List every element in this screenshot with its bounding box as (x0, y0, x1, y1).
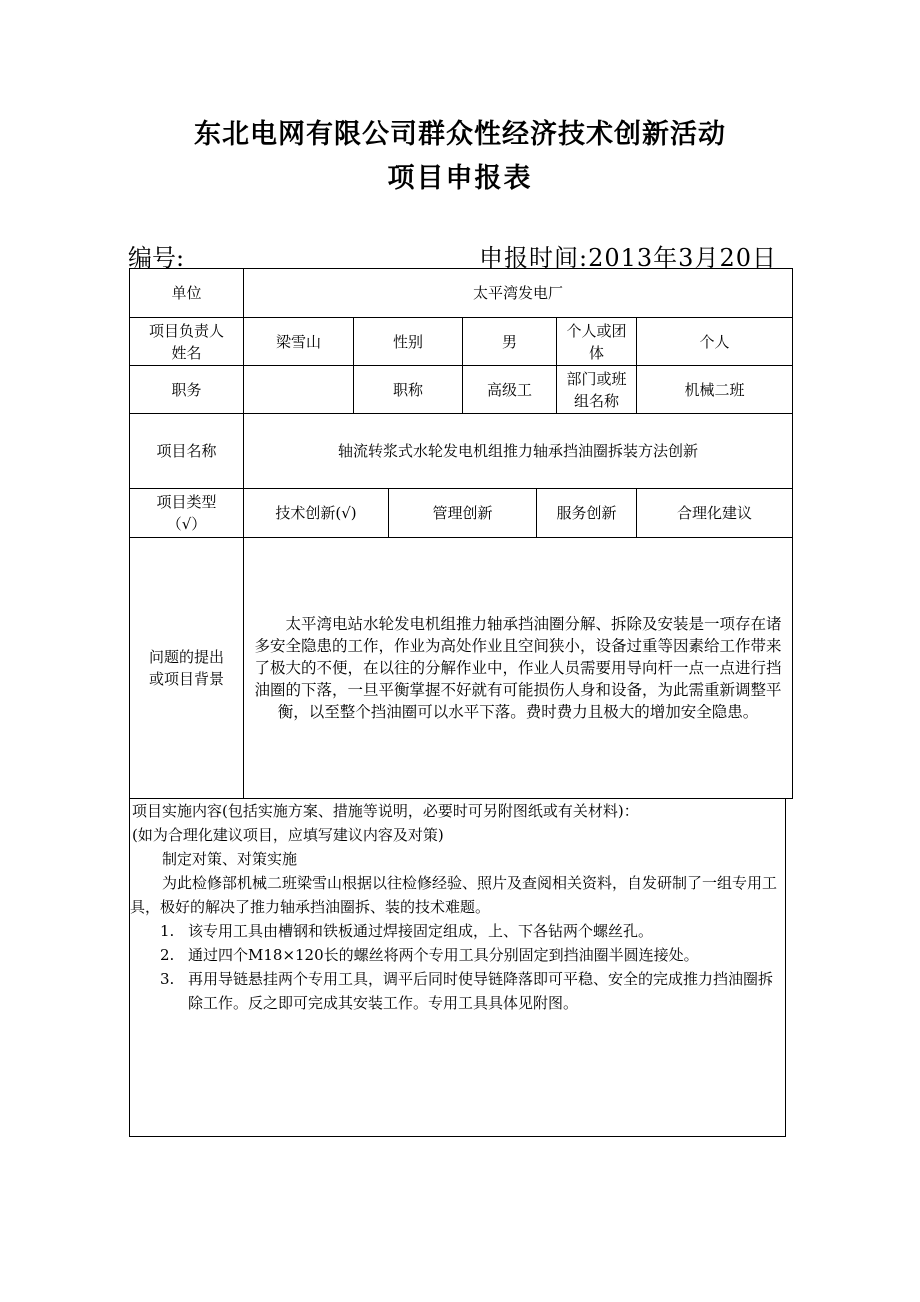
background-label-text: 问题的提出或项目背景 (148, 648, 224, 688)
row-position (130, 366, 793, 414)
leader-label (130, 318, 244, 366)
project-name-label: 项目名称 (130, 414, 244, 489)
team-label-text: 个人或团体 (566, 321, 627, 362)
title-label: 职称 (354, 366, 463, 414)
serial-number-label: 编号: (128, 244, 185, 272)
background-label (130, 538, 244, 799)
application-form-table (129, 268, 793, 799)
row-project-type (130, 489, 793, 538)
leader-value: 梁雪山 (244, 318, 354, 366)
step-text: 通过四个M18×120长的螺丝将两个专用工具分别固定到挡油圈半圆连接处。 (188, 946, 699, 964)
implementation-note: (如为合理化建议项目，应填写建议内容及对策) (132, 826, 444, 844)
team-label (557, 318, 637, 366)
position-label: 职务 (130, 366, 244, 414)
title-value: 高级工 (463, 366, 557, 414)
type-option-service: 服务创新 (537, 489, 637, 538)
step-item (130, 943, 785, 967)
step-number: 2. (160, 946, 175, 964)
dept-label-text: 部门或班组名称 (566, 369, 627, 410)
implementation-heading: 项目实施内容(包括实施方案、措施等说明，必要时可另附图纸或有关材料)： (132, 802, 639, 820)
background-text: 太平湾电站水轮发电机组推力轴承挡油圈分解、拆除及安装是一项存在诸多安全隐患的工作，作业为高处作业且空间狭小，设备过重等因素给工作带来了极大的不便，在以往的分解作业中，作业人员需要用导向杆一点一点进行挡油圈的下落，一旦平衡掌握不好就有可能损伤人身和设备，为此需重新调整平衡，以至整个挡油圈可以水平下落。费时费力且极大的增加安全隐患。 (244, 538, 793, 799)
step-number: 3. (160, 970, 175, 988)
implementation-section (129, 799, 786, 1137)
type-option-tech: 技术创新(√) (244, 489, 389, 538)
step-text: 再用导链悬挂两个专用工具，调平后同时使导链降落即可平稳、安全的完成推力挡油圈拆除工作。反之即可完成其安装工作。专用工具具体见附图。 (188, 970, 774, 1012)
row-unit (130, 269, 793, 318)
type-option-suggestion: 合理化建议 (637, 489, 793, 538)
apply-time: 申报时间:2013年3月20日 (479, 244, 777, 272)
document-title: 东北电网有限公司群众性经济技术创新活动 (194, 119, 726, 150)
document-subtitle: 项目申报表 (387, 163, 533, 194)
project-type-label (130, 489, 244, 538)
type-option-management: 管理创新 (389, 489, 537, 538)
gender-label: 性别 (354, 318, 463, 366)
implementation-steps (130, 919, 785, 1015)
leader-label-text: 项目负责人姓名 (148, 321, 224, 362)
unit-label: 单位 (130, 269, 244, 318)
team-value: 个人 (637, 318, 793, 366)
implementation-intro: 为此检修部机械二班梁雪山根据以往检修经验、照片及查阅相关资料，自发研制了一组专用工具，极好的解决了推力轴承挡油圈拆、装的技术难题。 (130, 874, 778, 916)
step-text: 该专用工具由槽钢和铁板通过焊接固定组成，上、下各钻两个螺丝孔。 (188, 922, 654, 940)
step-number: 1. (160, 922, 175, 940)
project-type-label-text: 项目类型（√） (156, 493, 217, 533)
unit-value: 太平湾发电厂 (244, 269, 793, 318)
implementation-subheading: 制定对策、对策实施 (162, 850, 298, 868)
step-item (130, 967, 785, 1015)
gender-value: 男 (463, 318, 557, 366)
row-leader (130, 318, 793, 366)
row-project-name (130, 414, 793, 489)
row-background (130, 538, 793, 799)
step-item (130, 919, 785, 943)
dept-label (557, 366, 637, 414)
project-name-value: 轴流转浆式水轮发电机组推力轴承挡油圈拆装方法创新 (244, 414, 793, 489)
position-value (244, 366, 354, 414)
dept-value: 机械二班 (637, 366, 793, 414)
